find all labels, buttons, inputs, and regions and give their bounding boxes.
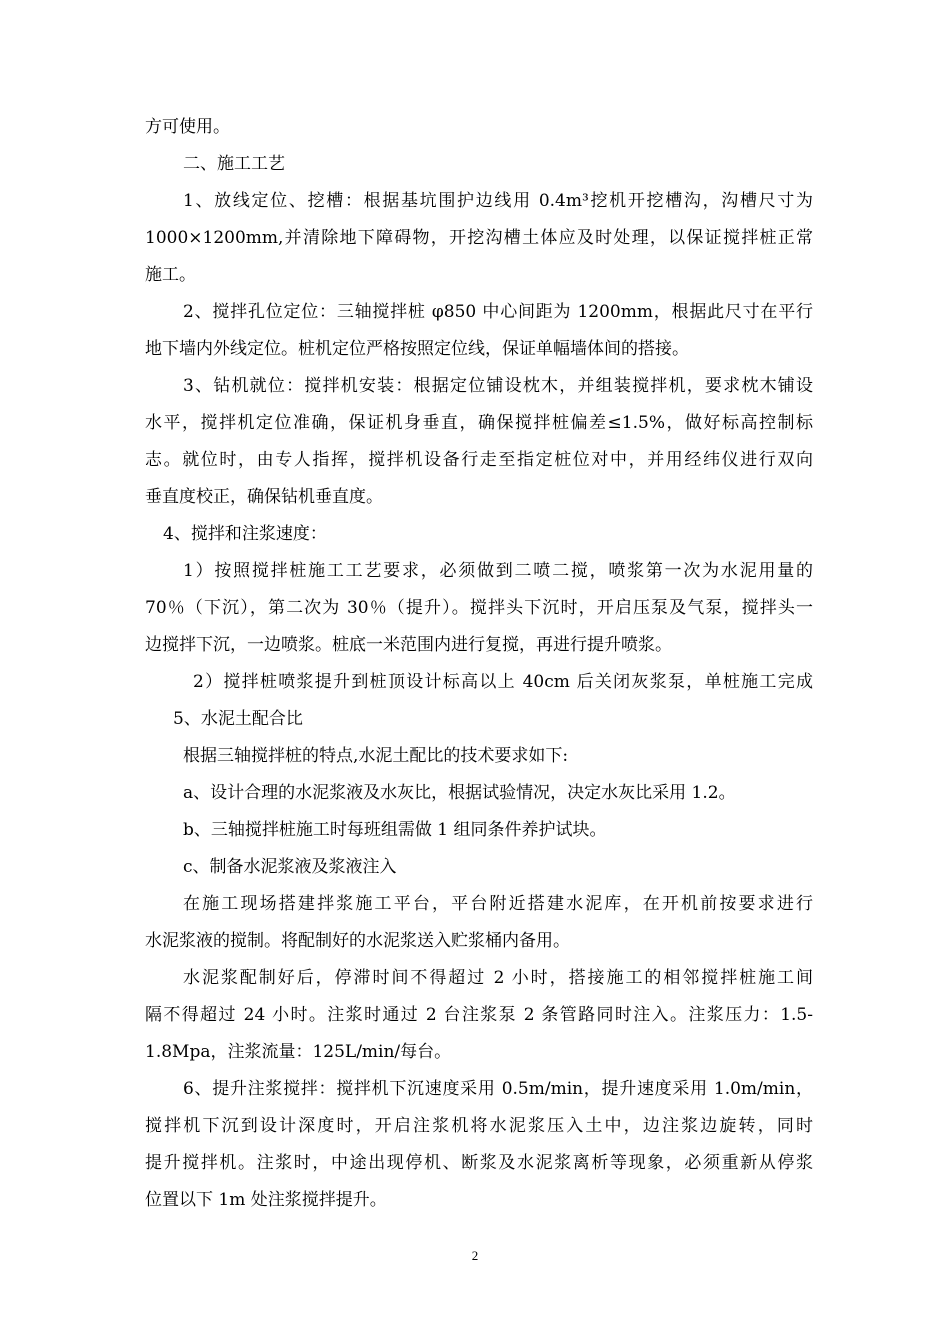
- paragraph-line: b、三轴搅拌桩施工时每班组需做 1 组同条件养护试块。: [183, 820, 607, 840]
- paragraph-line: 方可使用。: [145, 117, 230, 137]
- paragraph-line: 提升搅拌机。注浆时，中途出现停机、断浆及水泥浆离析等现象，必须重新从停浆: [145, 1153, 813, 1173]
- paragraph-line: 水平，搅拌机定位准确，保证机身垂直，确保搅拌桩偏差≤1.5%，做好标高控制标: [145, 413, 813, 433]
- paragraph-line: 水泥浆液的搅制。将配制好的水泥浆送入贮浆桶内备用。: [145, 931, 570, 951]
- paragraph-line: 施工。: [145, 265, 196, 285]
- paragraph-line: 2、搅拌孔位定位：三轴搅拌桩 φ850 中心间距为 1200mm，根据此尺寸在平行: [183, 302, 813, 322]
- section-heading: 4、搅拌和注浆速度：: [163, 524, 327, 544]
- paragraph-line: 根据三轴搅拌桩的特点,水泥土配比的技术要求如下:: [183, 746, 569, 766]
- paragraph-line: 位置以下 1m 处注浆搅拌提升。: [145, 1190, 387, 1210]
- paragraph-line: 垂直度校正，确保钻机垂直度。: [145, 487, 383, 507]
- paragraph-line: 1）按照搅拌桩施工工艺要求，必须做到二喷二搅，喷浆第一次为水泥用量的: [183, 561, 813, 581]
- paragraph-line: 搅拌机下沉到设计深度时，开启注浆机将水泥浆压入土中，边注浆边旋转，同时: [145, 1116, 813, 1136]
- paragraph-line: 边搅拌下沉，一边喷浆。桩底一米范围内进行复搅，再进行提升喷浆。: [145, 635, 672, 655]
- paragraph-line: 1、放线定位、挖槽：根据基坑围护边线用 0.4m³挖机开挖槽沟，沟槽尺寸为: [183, 191, 813, 211]
- paragraph-line: 1.8Mpa，注浆流量：125L/min/每台。: [145, 1042, 452, 1062]
- paragraph-line: 3、钻机就位：搅拌机安装：根据定位铺设枕木，并组装搅拌机，要求枕木铺设: [183, 376, 813, 396]
- section-heading: 5、水泥土配合比: [173, 709, 303, 729]
- paragraph-line: 水泥浆配制好后，停滞时间不得超过 2 小时，搭接施工的相邻搅拌桩施工间: [183, 968, 813, 988]
- paragraph-line: 6、提升注浆搅拌：搅拌机下沉速度采用 0.5m/min，提升速度采用 1.0m/min，: [183, 1079, 813, 1099]
- paragraph-line: 地下墙内外线定位。桩机定位严格按照定位线，保证单幅墙体间的搭接。: [145, 339, 689, 359]
- paragraph-line: a、设计合理的水泥浆液及水灰比，根据试验情况，决定水灰比采用 1.2。: [183, 783, 736, 803]
- section-heading: 二、施工工艺: [183, 154, 285, 174]
- paragraph-line: c、制备水泥浆液及浆液注入: [183, 857, 397, 877]
- paragraph-line: 志。就位时，由专人指挥，搅拌机设备行走至指定桩位对中，并用经纬仪进行双向: [145, 450, 813, 470]
- paragraph-line: 70％（下沉），第二次为 30％（提升）。搅拌头下沉时，开启压泵及气泵，搅拌头一: [145, 598, 813, 618]
- paragraph-line: 2）搅拌桩喷浆提升到桩顶设计标高以上 40cm 后关闭灰浆泵，单桩施工完成: [193, 672, 813, 692]
- paragraph-line: 隔不得超过 24 小时。注浆时通过 2 台注浆泵 2 条管路同时注入。注浆压力：1.5-: [145, 1005, 813, 1025]
- paragraph-line: 1000×1200mm,并清除地下障碍物，开挖沟槽土体应及时处理，以保证搅拌桩正常: [145, 228, 813, 248]
- page-number: 2: [471, 1248, 479, 1263]
- paragraph-line: 在施工现场搭建拌浆施工平台，平台附近搭建水泥库，在开机前按要求进行: [183, 894, 813, 914]
